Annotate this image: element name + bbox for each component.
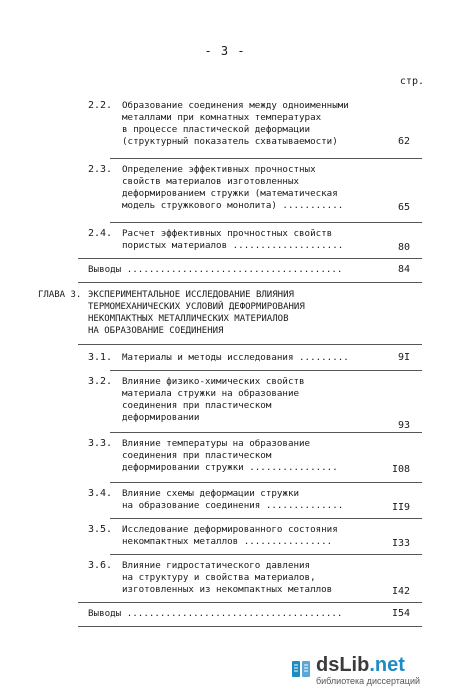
toc-entry-line: Материалы и методы исследования ......... — [122, 352, 349, 363]
toc-entry-page: 9I — [397, 352, 410, 363]
toc-entry-number: 3.5. — [88, 524, 113, 535]
toc-entry-line: изготовленных из некомпактных металлов — [122, 584, 333, 595]
toc-entry-page: 80 — [397, 242, 410, 253]
entry-divider — [110, 554, 422, 555]
toc-entry-line: Влияние температуры на образование — [122, 438, 311, 449]
dslib-logo-icon — [290, 658, 312, 680]
toc-entry-number: 2.2. — [88, 100, 113, 111]
toc-entry-number: 3.6. — [88, 560, 113, 571]
toc-entry-number: 3.3. — [88, 438, 113, 449]
toc-entry-line: в процессе пластической деформации — [122, 124, 311, 135]
toc-entry-line: Исследование деформированного состояния — [122, 524, 338, 535]
entry-divider — [110, 518, 422, 519]
toc-entry-line: Расчет эффективных прочностных свойств — [122, 228, 333, 239]
toc-entry-line: некомпактных металлов ................ — [122, 536, 333, 547]
toc-entry-line: пористых материалов .................... — [122, 240, 344, 251]
chapter-title-line: ТЕРМОМЕХАНИЧЕСКИХ УСЛОВИЙ ДЕФОРМИРОВАНИЯ — [88, 302, 305, 312]
toc-entry-line: (структурный показатель схватываемости) — [122, 136, 338, 147]
toc-entry-line: на образование соединения .............. — [122, 500, 344, 511]
toc-entry-number: 2.3. — [88, 164, 113, 175]
toc-entry-line: соединения при пластическом — [122, 400, 272, 411]
entry-divider — [78, 258, 422, 259]
toc-entry-line: соединения при пластическом — [122, 450, 272, 461]
toc-entry-line: Выводы ....................................... — [88, 608, 343, 619]
toc-entry-line: Влияние гидростатического давления — [122, 560, 311, 571]
entry-divider — [110, 158, 422, 159]
entry-divider — [110, 432, 422, 433]
toc-entry-line: деформировании стружки ................ — [122, 462, 338, 473]
watermark-subtitle: библиотека диссертаций — [316, 676, 421, 686]
toc-entry-line: деформировании — [122, 412, 200, 423]
entry-divider — [110, 222, 422, 223]
chapter-label: ГЛАВА 3. — [38, 290, 82, 300]
entry-divider — [110, 370, 422, 371]
toc-entry-number: 3.2. — [88, 376, 113, 387]
toc-entry-page: 84 — [397, 264, 410, 275]
entry-divider — [78, 602, 422, 603]
toc-entry-page: II9 — [391, 502, 410, 513]
entry-divider — [78, 344, 422, 345]
toc-entry-line: Влияние схемы деформации стружки — [122, 488, 300, 499]
toc-entry-page: 65 — [397, 202, 410, 213]
entry-divider — [110, 482, 422, 483]
toc-entry-line: материала стружки на образование — [122, 388, 300, 399]
toc-entry-page: 93 — [397, 420, 410, 431]
page-column-header: стр. — [399, 76, 424, 87]
toc-entry-line: модель стружкового монолита) ........... — [122, 200, 344, 211]
toc-entry-line: Выводы ....................................... — [88, 264, 343, 275]
page-number: - 3 - — [204, 44, 246, 58]
toc-entry-page: I33 — [391, 538, 410, 549]
toc-entry-line: деформированием стружки (математическая — [122, 188, 338, 199]
watermark-title: dsLib.net — [316, 654, 405, 676]
toc-entry-page: I42 — [391, 586, 410, 597]
toc-entry-line: Определение эффективных прочностных — [122, 164, 316, 175]
toc-entry-line: на структуру и свойства материалов, — [122, 572, 316, 583]
chapter-title-line: ЭКСПЕРИМЕНТАЛЬНОЕ ИССЛЕДОВАНИЕ ВЛИЯНИЯ — [88, 290, 294, 300]
dslib-watermark — [290, 654, 440, 688]
chapter-title-line: НА ОБРАЗОВАНИЕ СОЕДИНЕНИЯ — [88, 326, 224, 336]
toc-entry-line: свойств материалов изготовленных — [122, 176, 300, 187]
toc-entry-number: 2.4. — [88, 228, 113, 239]
toc-entry-line: металлами при комнатных температурах — [122, 112, 322, 123]
toc-entry-page: 62 — [397, 136, 410, 147]
chapter-title-line: НЕКОМПАКТНЫХ МЕТАЛЛИЧЕСКИХ МАТЕРИАЛОВ — [88, 314, 289, 324]
toc-entry-number: 3.4. — [88, 488, 113, 499]
entry-divider — [78, 626, 422, 627]
entry-divider — [78, 282, 422, 283]
toc-entry-number: 3.1. — [88, 352, 113, 363]
toc-entry-line: Образование соединения между одноименными — [122, 100, 349, 111]
toc-entry-line: Влияние физико-химических свойств — [122, 376, 305, 387]
toc-entry-page: I08 — [391, 464, 410, 475]
toc-entry-page: I54 — [391, 608, 410, 619]
